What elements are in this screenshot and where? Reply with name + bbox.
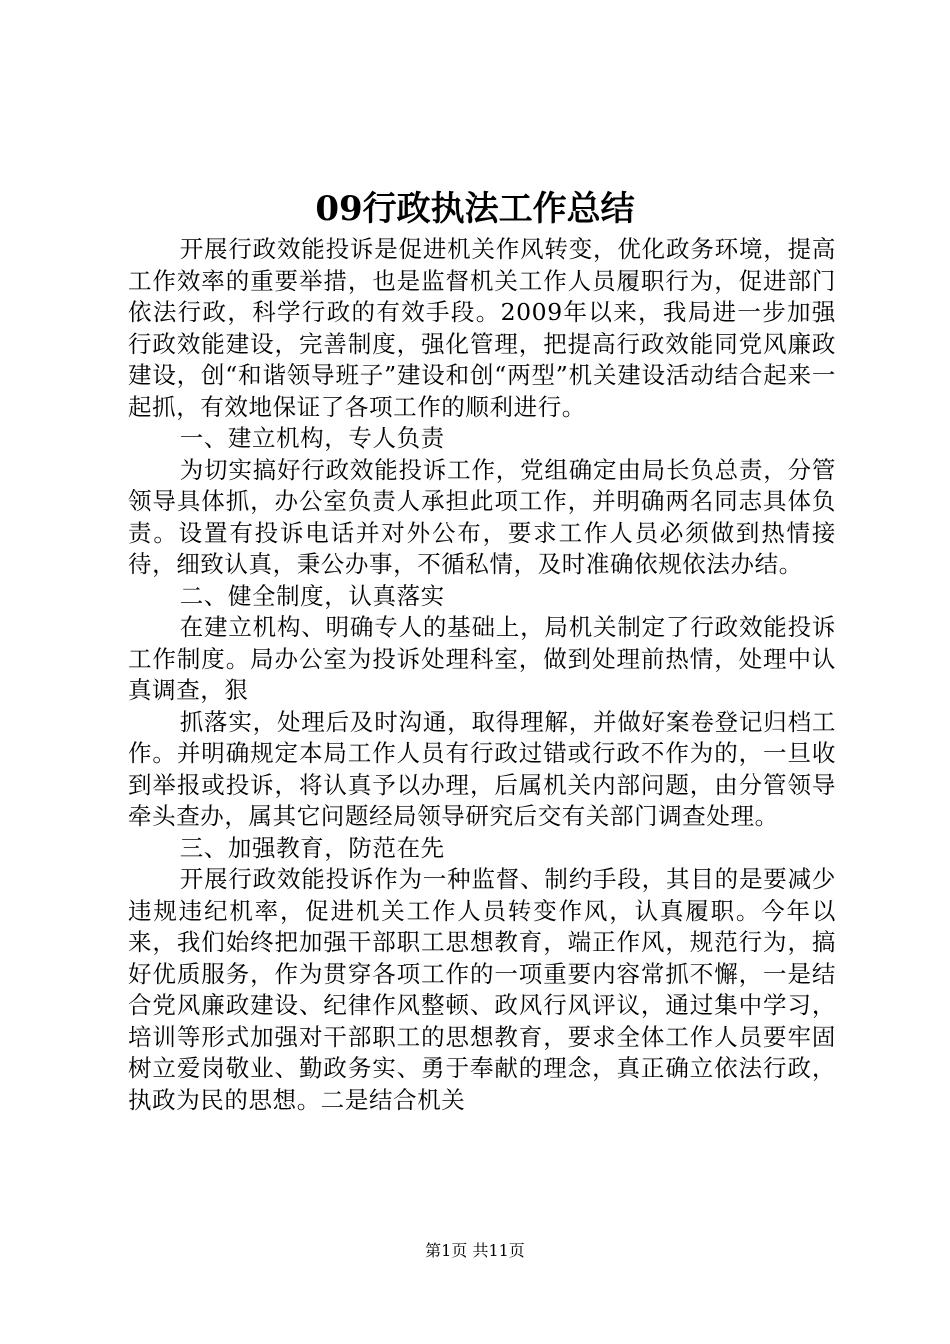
section-heading-2: 二、健全制度，认真落实 bbox=[179, 581, 445, 610]
paragraph-section-3: 开展行政效能投诉作为一种监督、制约手段，其目的是要减少违规违纪机率，促进机关工作人员转变作风，认真履职。今年以来，我们始终把加强干部职工思想教育，端正作风，规范行为，搞好优质服务，作为贯穿各项工作的一项重要内容常抓不懈，一是结合党风廉政建设、纪律作风整顿、政风行风评议，通过集中学习，培训等形式加强对干部职工的思想教育，要求全体工作人员要牢固树立爱岗敬业、勤政务实、勇于奉献的理念，真正确立依法行政，执政为民的思想。二是结合机关 bbox=[128, 865, 836, 1114]
document-body bbox=[128, 234, 836, 1116]
section-heading-1: 一、建立机构，专人负责 bbox=[179, 424, 445, 452]
page-number-footer: 第1页 共11页 bbox=[425, 1241, 525, 1260]
document-title: 09行政执法工作总结 bbox=[315, 189, 635, 229]
paragraph-intro: 开展行政效能投诉是促进机关作风转变，优化政务环境，提高工作效率的重要举措，也是监督机关工作人员履职行为，促进部门依法行政，科学行政的有效手段。2009年以来，我局进一步加强行政效能建设，完善制度，强化管理，把提高行政效能同党风廉政建设，创“和谐领导班子”建设和创“两型”机关建设活动结合起来一起抓，有效地保证了各项工作的顺利进行。 bbox=[128, 235, 836, 421]
section-heading-3: 三、加强教育，防范在先 bbox=[179, 833, 445, 862]
paragraph-section-1: 为切实搞好行政效能投诉工作，党组确定由局长负总责，分管领导具体抓，办公室负责人承担此项工作，并明确两名同志具体负责。设置有投诉电话并对外公布，要求工作人员必须做到热情接待，细致认真，秉公办事，不循私情，及时准确依规依法办结。 bbox=[128, 455, 836, 578]
paragraph-section-2b: 抓落实，处理后及时沟通，取得理解，并做好案卷登记归档工作。并明确规定本局工作人员有行政过错或行政不作为的，一旦收到举报或投诉，将认真予以办理，后属机关内部问题，由分管领导牵头查办，属其它问题经局领导研究后交有关部门调查处理。 bbox=[128, 707, 836, 830]
paragraph-section-2a: 在建立机构、明确专人的基础上，局机关制定了行政效能投诉工作制度。局办公室为投诉处理科室，做到处理前热情，处理中认真调查，狠 bbox=[128, 613, 836, 704]
